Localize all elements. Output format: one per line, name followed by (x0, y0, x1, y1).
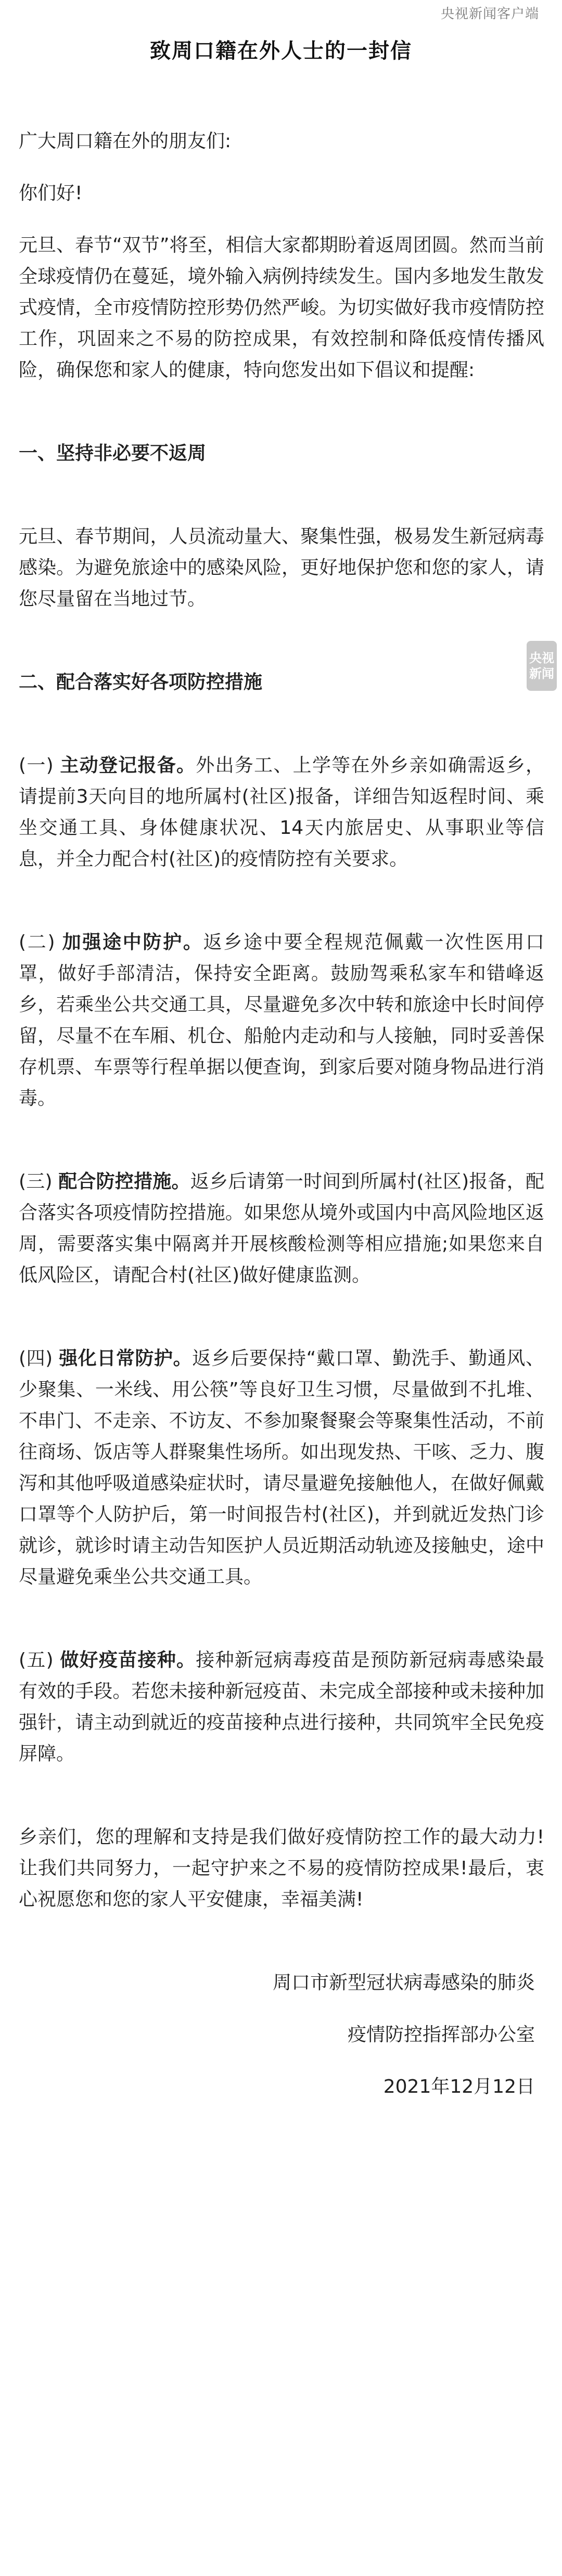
closing-paragraph: 乡亲们，您的理解和支持是我们做好疫情防控工作的最大动力!让我们共同努力，一起守护来之不易的疫情防控成果!最后，衷心祝愿您和您的家人平安健康，幸福美满! (19, 1826, 544, 1910)
measure-3-number: (三) (19, 1171, 53, 1192)
measure-3 (19, 1166, 544, 1291)
measure-4-title: 强化日常防护。 (59, 1348, 193, 1369)
measure-1 (19, 750, 544, 875)
measure-2 (19, 927, 544, 1114)
measure-4-number: (四) (19, 1348, 53, 1369)
logo-line-2: 新闻 (529, 666, 554, 681)
logo-line-1: 央视 (529, 651, 554, 665)
letter-body (19, 126, 544, 2103)
measure-5-number: (五) (19, 1650, 54, 1671)
greeting: 广大周口籍在外的朋友们: (19, 131, 232, 152)
measure-4 (19, 1343, 544, 1593)
salutation: 你们好! (19, 183, 83, 204)
measure-5-title: 做好疫苗接种。 (60, 1650, 196, 1671)
measure-2-title: 加强途中防护。 (62, 932, 203, 953)
measure-2-number: (二) (19, 932, 55, 953)
watermark-text: 央视新闻客户端 (440, 6, 539, 22)
signature-line-1: 周口市新型冠状病毒感染的肺炎 (272, 1972, 535, 1993)
measure-3-title: 配合防控措施。 (58, 1171, 190, 1192)
measure-3-text: 返乡后请第一时间到所属村(社区)报备，配合落实各项疫情防控措施。如果您从境外或国内中高风险地区返周，需要落实集中隔离并开展核酸检测等相应措施;如果您来自低风险区，请配合村(社区)做好健康监测。 (19, 1171, 544, 1286)
section-1-heading: 一、坚持非必要不返周 (19, 443, 207, 464)
measure-1-number: (一) (19, 755, 54, 776)
measure-1-title: 主动登记报备。 (60, 755, 196, 776)
measure-5 (19, 1645, 544, 1770)
intro-paragraph: 元旦、春节“双节”将至，相信大家都期盼着返周团圆。然而当前全球疫情仍在蔓延，境外输入病例持续发生。国内多地发生散发式疫情，全市疫情防控形势仍然严峻。为切实做好我市疫情防控工作，巩固来之不易的防控成果，有效控制和降低疫情传播风险，确保您和家人的健康，特向您发出如下倡议和提醒: (19, 235, 544, 381)
measure-1-text: 外出务工、上学等在外乡亲如确需返乡，请提前3天向目的地所属村(社区)报备，详细告知返程时间、乘坐交通工具、身体健康状况、14天内旅居史、从事职业等信息，并全力配合村(社区)的疫情防控有关要求。 (19, 755, 544, 870)
measure-4-text: 返乡后要保持“戴口罩、勤洗手、勤通风、少聚集、一米线、用公筷”等良好卫生习惯，尽量做到不扎堆、不串门、不走亲、不访友、不参加聚餐聚会等聚集性活动，不前往商场、饭店等人群聚集性场所。如出现发热、干咳、乏力、腹泻和其他呼吸道感染症状时，请尽量避免接触他人，在做好佩戴口罩等个人防护后，第一时间报告村(社区)，并到就近发热门诊就诊，就诊时请主动告知医护人员近期活动轨迹及接触史，途中尽量避免乘坐公共交通工具。 (19, 1348, 544, 1588)
letter-date: 2021年12月12日 (383, 2076, 535, 2097)
measure-5-text: 接种新冠病毒疫苗是预防新冠病毒感染最有效的手段。若您未接种新冠疫苗、未完成全部接种或未接种加强针，请主动到就近的疫苗接种点进行接种，共同筑牢全民免疫屏障。 (19, 1650, 544, 1764)
section-1-paragraph: 元旦、春节期间，人员流动量大、聚集性强，极易发生新冠病毒感染。为避免旅途中的感染风险，更好地保护您和您的家人，请您尽量留在当地过节。 (19, 526, 544, 610)
signature-line-2: 疫情防控指挥部办公室 (347, 2024, 535, 2045)
measure-2-text: 返乡途中要全程规范佩戴一次性医用口罩，做好手部清洁，保持安全距离。鼓励驾乘私家车和错峰返乡，若乘坐公共交通工具，尽量避免多次中转和旅途中长时间停留，尽量不在车厢、机仓、船舱内走动和与人接触，同时妥善保存机票、车票等行程单据以便查询，到家后要对随身物品进行消毒。 (19, 932, 544, 1109)
letter-title: 致周口籍在外人士的一封信 (150, 39, 412, 63)
section-2-heading: 二、配合落实好各项防控措施 (19, 672, 263, 693)
